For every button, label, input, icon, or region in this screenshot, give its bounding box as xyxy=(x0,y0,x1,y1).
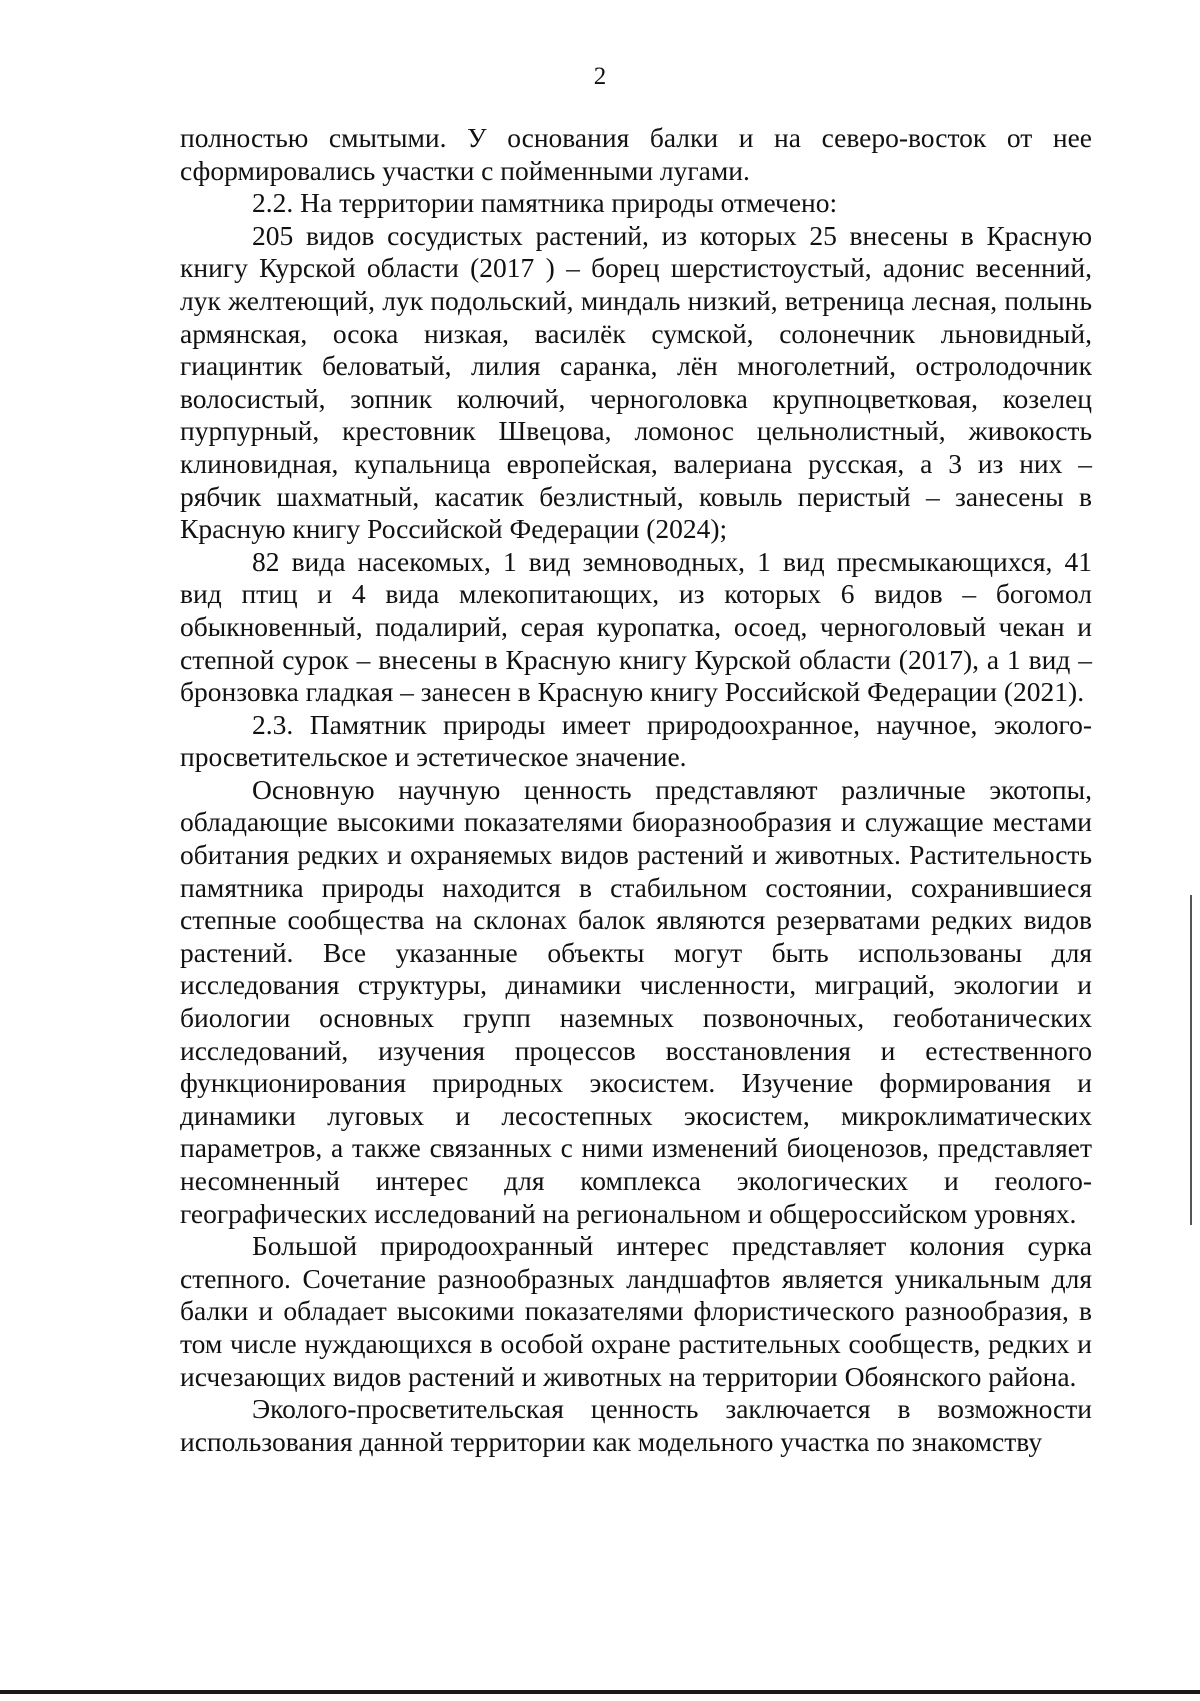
document-body xyxy=(180,122,1092,1458)
scan-edge-mark xyxy=(1190,895,1192,1225)
paragraph-section-2-3: 2.3. Памятник природы имеет природоохранное, научное, эколого-просветительское и эстетическое значение. xyxy=(180,708,1092,773)
page-number: 2 xyxy=(593,63,607,90)
paragraph-section-2-2: 2.2. На территории памятника природы отмечено: xyxy=(252,187,838,219)
paragraph-scientific-value: Основную научную ценность представляют различные экотопы, обладающие высокими показателями биоразнообразия и служащие местами обитания редких и охраняемых видов растений и животных. Растительность памятника природы находится в стабильном состоянии, сохранившиеся степные сообщества на склонах балок являются резерватами редких видов растений. Все указанные объекты могут быть использованы для исследования структуры, динамики численности, миграций, экологии и биологии основных групп наземных позвоночных, геоботанических исследований, изучения процессов восстановления и естественного функционирования природных экосистем. Изучение формирования и динамики луговых и лесостепных экосистем, микроклиматических параметров, а также связанных с ними изменений биоценозов, представляет несомненный интерес для комплекса экологических и геолого-географических исследований на региональном и общероссийском уровнях. xyxy=(180,773,1092,1229)
scan-bottom-border xyxy=(0,1690,1200,1694)
paragraph-continuation: полностью смытыми. У основания балки и на северо-восток от нее сформировались участки с пойменными лугами. xyxy=(180,122,1092,186)
paragraph-plants: 205 видов сосудистых растений, из которых 25 внесены в Красную книгу Курской области (2017 ) – борец шерстистоустый, адонис весенний, лук желтеющий, лук подольский, миндаль низкий, ветреница лесная, полынь армянская, осока низкая, василёк сумской, солонечник льновидный, гиацинтик беловатый, лилия саранка, лён многолетний, остролодочник волосистый, зопник колючий, черноголовка крупноцветковая, козелец пурпурный, крестовник Швецова, ломонос цельнолистный, живокость клиновидная, купальница европейская, валериана русская, а 3 из них – рябчик шахматный, касатик безлистный, ковыль перистый – занесены в Красную книгу Российской Федерации (2024); xyxy=(180,219,1092,545)
paragraph-conservation-interest: Большой природоохранный интерес представляет колония сурка степного. Сочетание разнообразных ландшафтов является уникальным для балки и обладает высокими показателями флористического разнообразия, в том числе нуждающихся в особой охране растительных сообществ, редких и исчезающих видов растений и животных на территории Обоянского района. xyxy=(180,1230,1092,1392)
paragraph-educational-value: Эколого-просветительская ценность заключается в возможности использования данной территории как модельного участка по знакомству xyxy=(180,1393,1092,1457)
paragraph-animals: 82 вида насекомых, 1 вид земноводных, 1 вид пресмыкающихся, 41 вид птиц и 4 вида млекопитающих, из которых 6 видов – богомол обыкновенный, подалирий, серая куропатка, осоед, черноголовый чекан и степной сурок – внесены в Красную книгу Курской области (2017), а 1 вид – бронзовка гладкая – занесен в Красную книгу Российской Федерации (2021). xyxy=(180,545,1092,708)
